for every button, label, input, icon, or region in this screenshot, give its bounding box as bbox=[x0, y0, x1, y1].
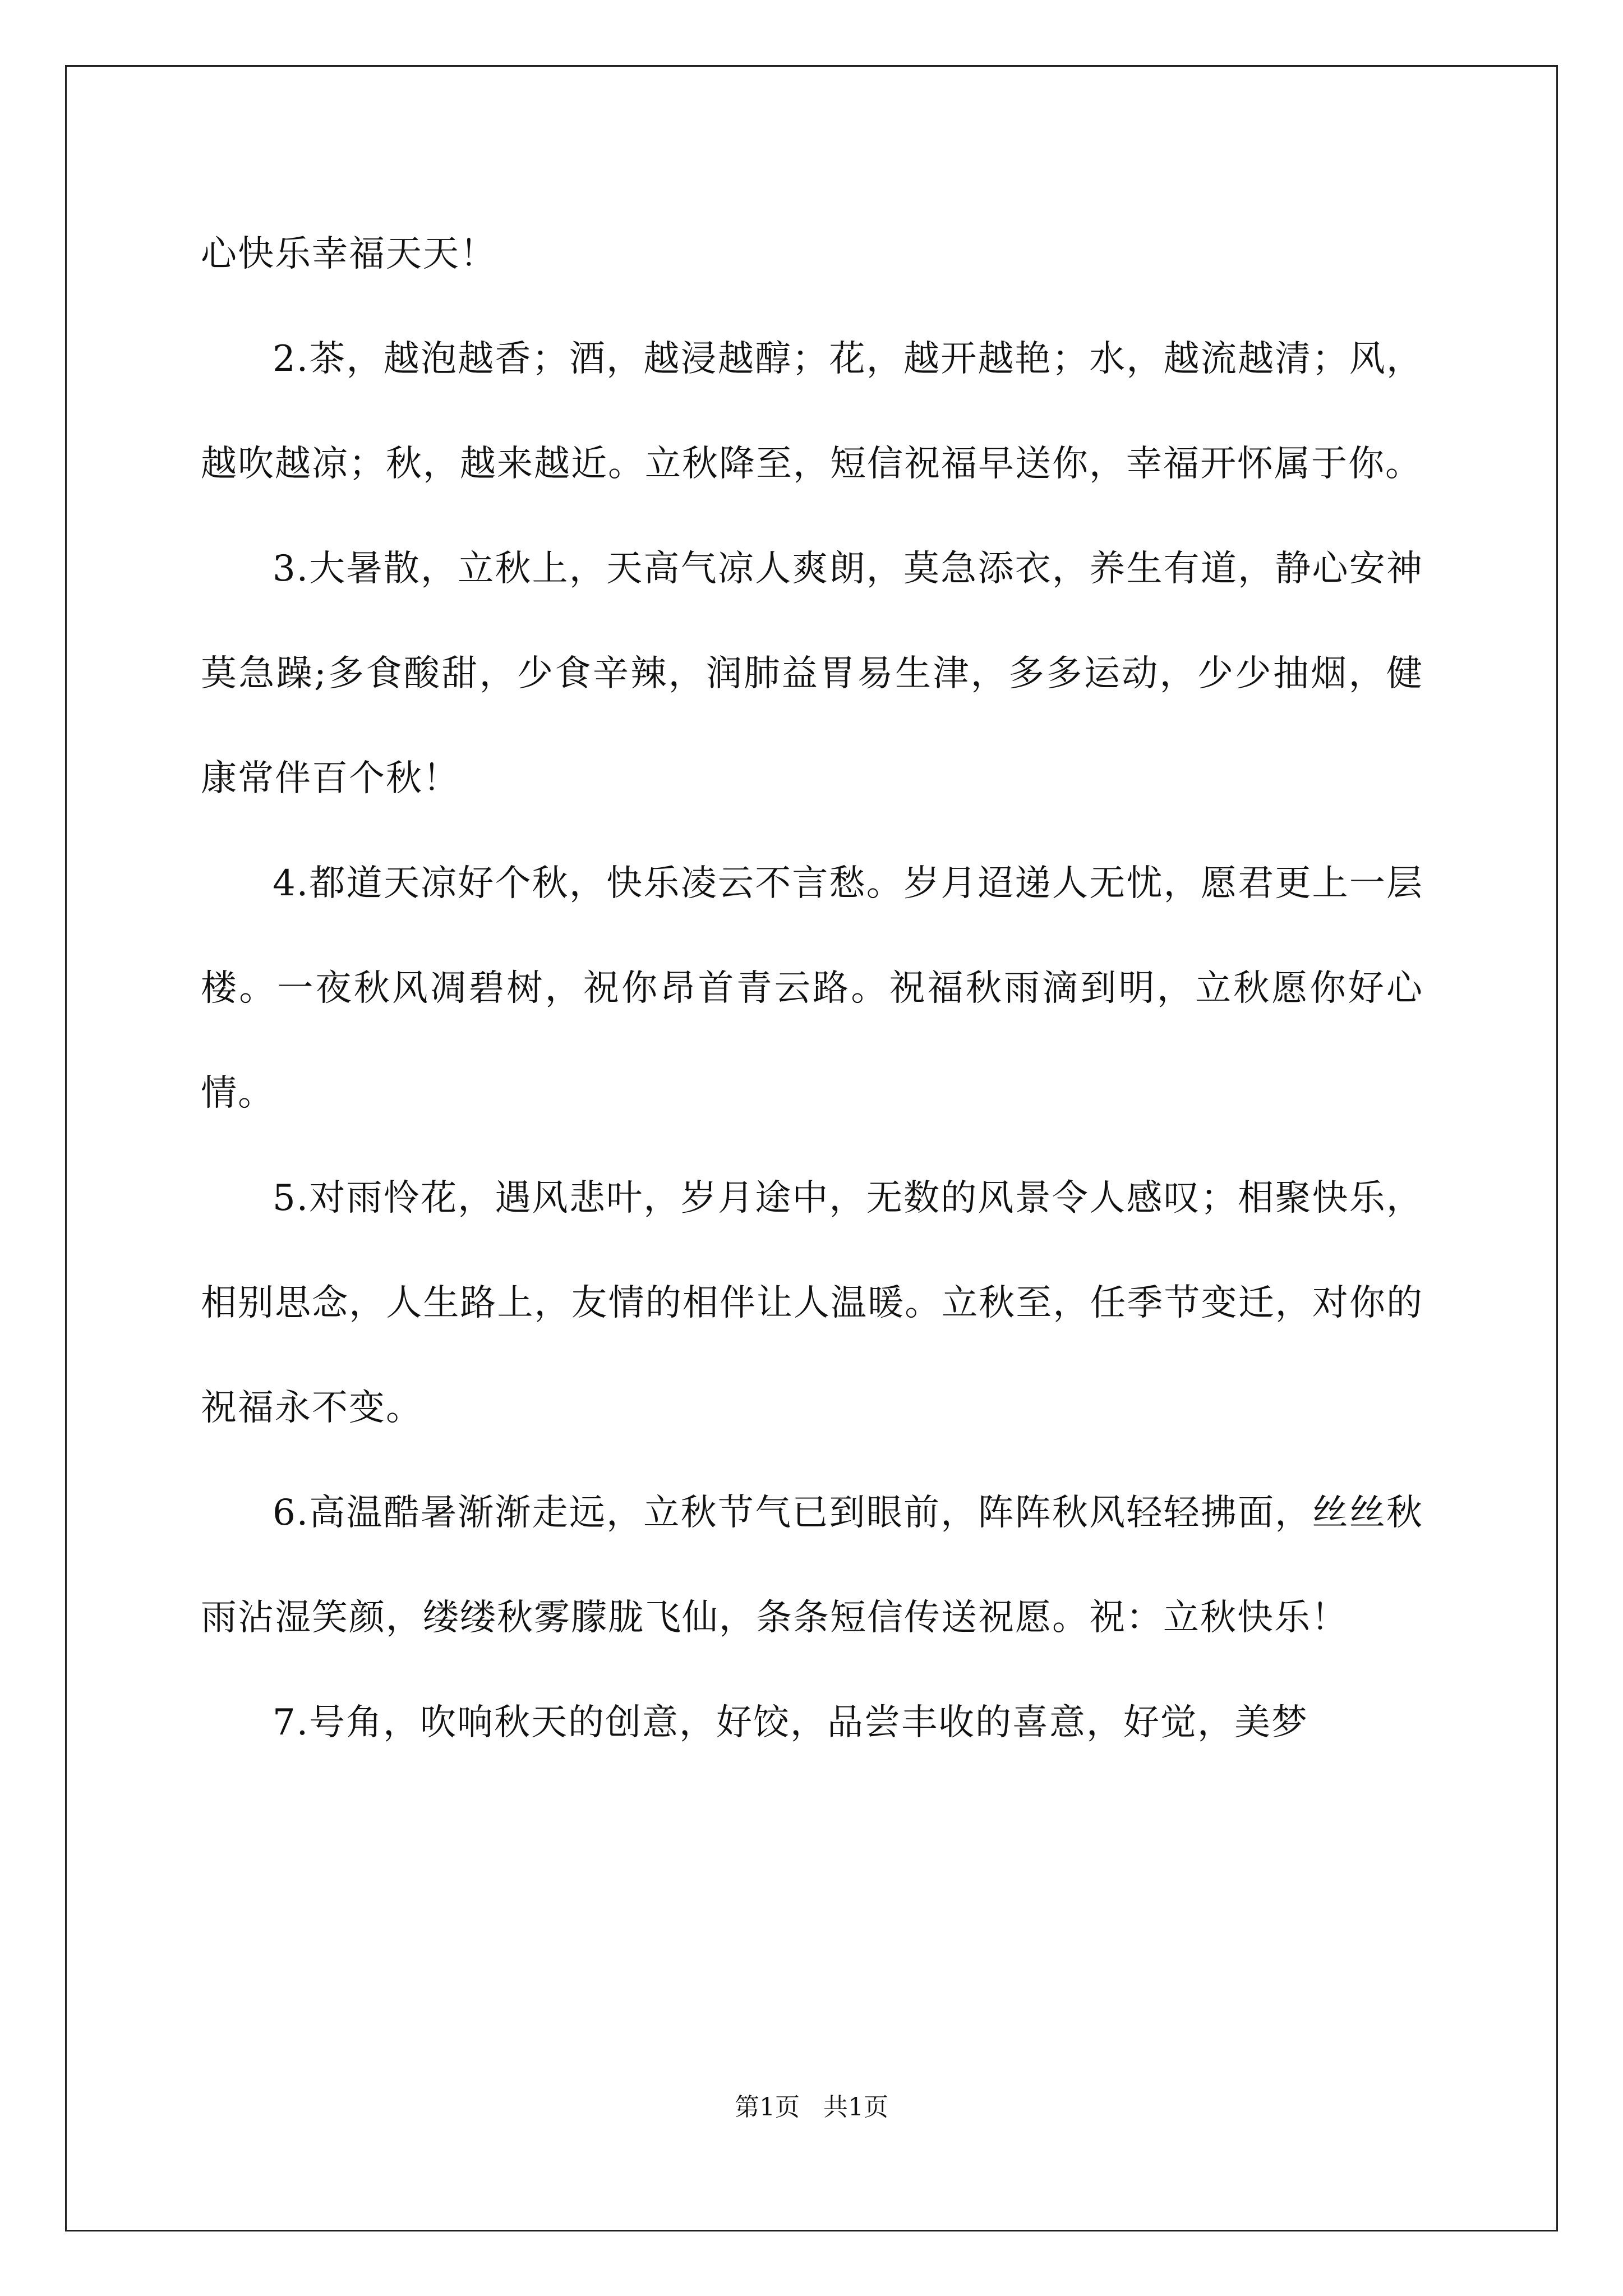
paragraph-6: 6.高温酷暑渐渐走远，立秋节气已到眼前，阵阵秋风轻轻拂面，丝丝秋雨沾湿笑颜，缕缕秋雾朦胧飞仙，条条短信传送祝愿。祝：立秋快乐！ bbox=[201, 1492, 1423, 1639]
paragraph-5: 5.对雨怜花，遇风悲叶，岁月途中，无数的风景令人感叹；相聚快乐，相别思念，人生路上，友情的相伴让人温暖。立秋至，任季节变迁，对你的祝福永不变。 bbox=[201, 1177, 1423, 1429]
paragraph-continuation: 心快乐幸福天天！ bbox=[201, 233, 497, 275]
document-body bbox=[201, 202, 1423, 1775]
page-footer: 第1页 共1页 bbox=[735, 2093, 888, 2122]
paragraph-7: 7.号角，吹响秋天的创意，好饺，品尝丰收的喜意，好觉，美梦 bbox=[273, 1702, 1309, 1743]
paragraph-3: 3.大暑散，立秋上，天高气凉人爽朗，莫急添衣，养生有道，静心安神莫急躁;多食酸甜，少食辛辣，润肺益胃易生津，多多运动，少少抽烟，健康常伴百个秋！ bbox=[201, 548, 1423, 799]
paragraph-4: 4.都道天凉好个秋，快乐凌云不言愁。岁月迢递人无忧，愿君更上一层楼。一夜秋风凋碧树，祝你昂首青云路。祝福秋雨滴到明，立秋愿你好心情。 bbox=[201, 863, 1423, 1114]
paragraph-2: 2.茶，越泡越香；酒，越浸越醇；花，越开越艳；水，越流越清；风，越吹越凉；秋，越来越近。立秋降至，短信祝福早送你，幸福开怀属于你。 bbox=[201, 338, 1423, 485]
